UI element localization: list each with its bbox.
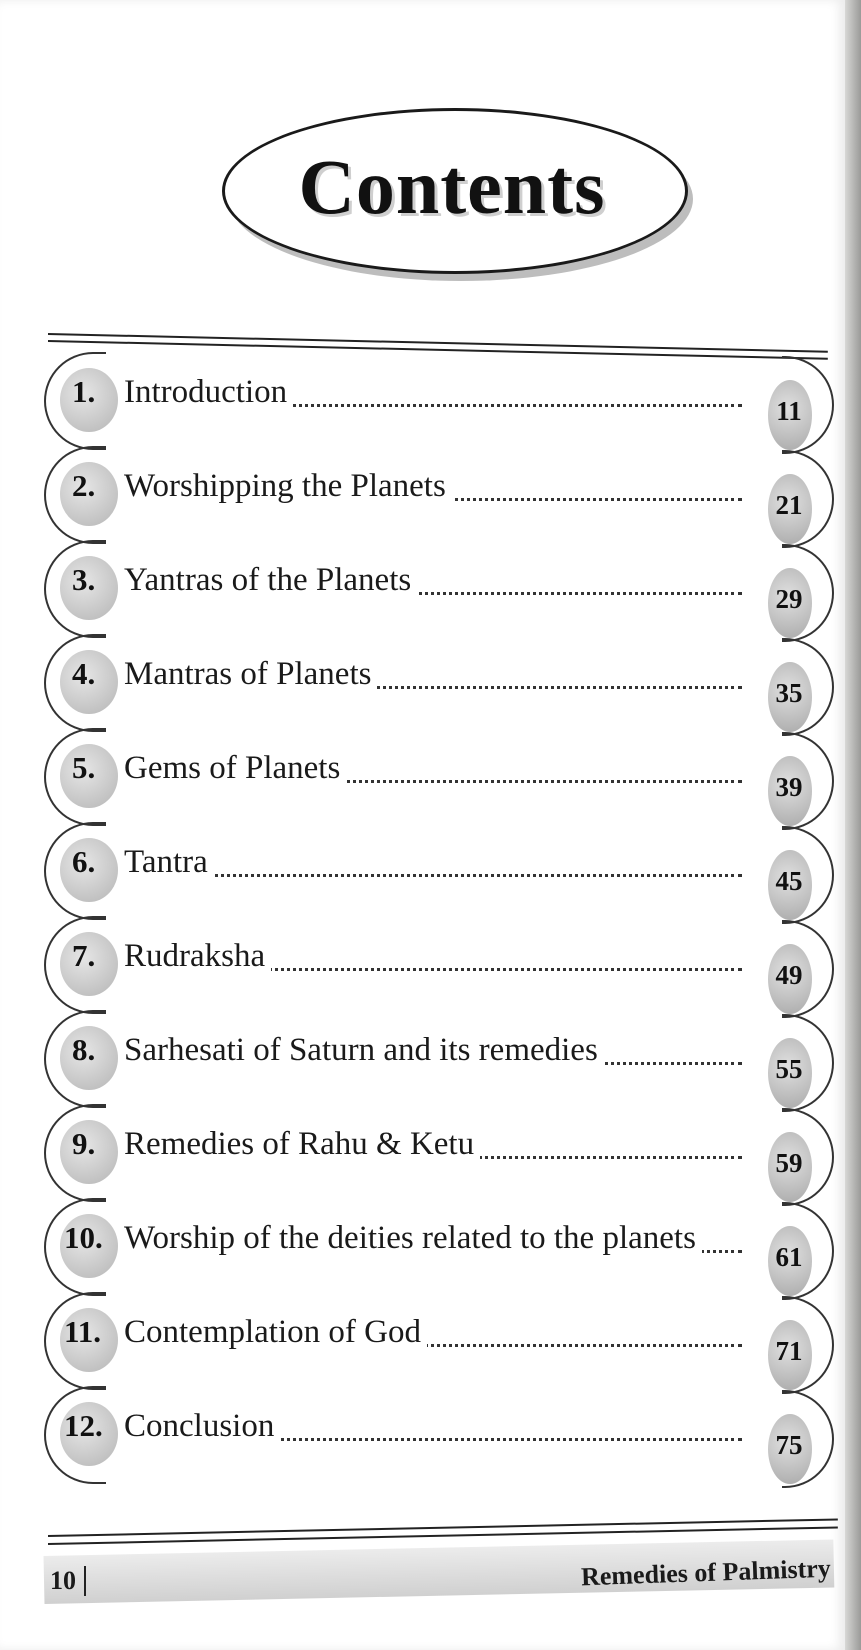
entry-title: Sarhesati of Saturn and its remedies — [124, 1032, 604, 1069]
entry-title: Contemplation of God — [124, 1314, 427, 1351]
entry-number: 3. — [72, 562, 96, 597]
entry-title: Tantra — [124, 844, 214, 881]
toc-entry — [44, 1010, 834, 1106]
entry-title: Worship of the deities related to the planets — [124, 1220, 702, 1257]
entry-page: 71 — [775, 1336, 803, 1366]
entry-number: 6. — [72, 844, 96, 879]
entry-page: 11 — [776, 396, 802, 426]
entry-page: 61 — [775, 1242, 803, 1272]
entry-number: 8. — [72, 1032, 96, 1067]
entry-title: Gems of Planets — [124, 750, 346, 787]
entry-page: 39 — [775, 772, 803, 802]
entry-page: 35 — [775, 678, 803, 708]
dot-leader — [124, 874, 742, 877]
entry-number: 11. — [64, 1314, 102, 1349]
entry-number: 9. — [72, 1126, 96, 1161]
entry-number: 4. — [72, 656, 96, 691]
entry-page: 59 — [775, 1148, 803, 1178]
entry-title: Remedies of Rahu & Ketu — [124, 1126, 480, 1163]
entry-number: 2. — [72, 468, 96, 503]
entry-number: 7. — [72, 938, 96, 973]
toc-entry — [44, 1104, 834, 1200]
entry-title: Mantras of Planets — [124, 656, 377, 693]
toc-entry — [44, 446, 834, 542]
toc-entry — [44, 1292, 834, 1388]
toc-entry — [44, 352, 834, 448]
footer-book-title: Remedies of Palmistry — [580, 1553, 832, 1592]
entry-number: 10. — [64, 1220, 103, 1255]
entry-page: 55 — [775, 1054, 803, 1084]
toc-entry — [44, 822, 834, 918]
toc-entry — [44, 540, 834, 636]
entry-number: 12. — [64, 1408, 103, 1443]
entry-page: 75 — [775, 1430, 803, 1460]
toc-entry — [44, 728, 834, 824]
toc-entry — [44, 1198, 834, 1294]
page-title: Contents — [298, 143, 606, 230]
entry-number: 1. — [72, 374, 96, 409]
entry-page: 29 — [775, 584, 803, 614]
toc-entry — [44, 634, 834, 730]
toc-entry — [44, 1386, 834, 1482]
footer-page-number: 10 — [50, 1566, 86, 1596]
toc-entry — [44, 916, 834, 1012]
entry-title: Introduction — [124, 374, 293, 411]
entry-number: 5. — [72, 750, 96, 785]
entry-page: 49 — [775, 960, 803, 990]
entry-page: 21 — [775, 490, 803, 520]
entry-page: 45 — [775, 866, 803, 896]
entry-title: Conclusion — [124, 1408, 280, 1445]
entry-title: Yantras of the Planets — [124, 562, 417, 599]
page-edge — [845, 0, 861, 1650]
entry-title: Rudraksha — [124, 938, 271, 975]
entry-title: Worshipping the Planets — [124, 468, 452, 505]
